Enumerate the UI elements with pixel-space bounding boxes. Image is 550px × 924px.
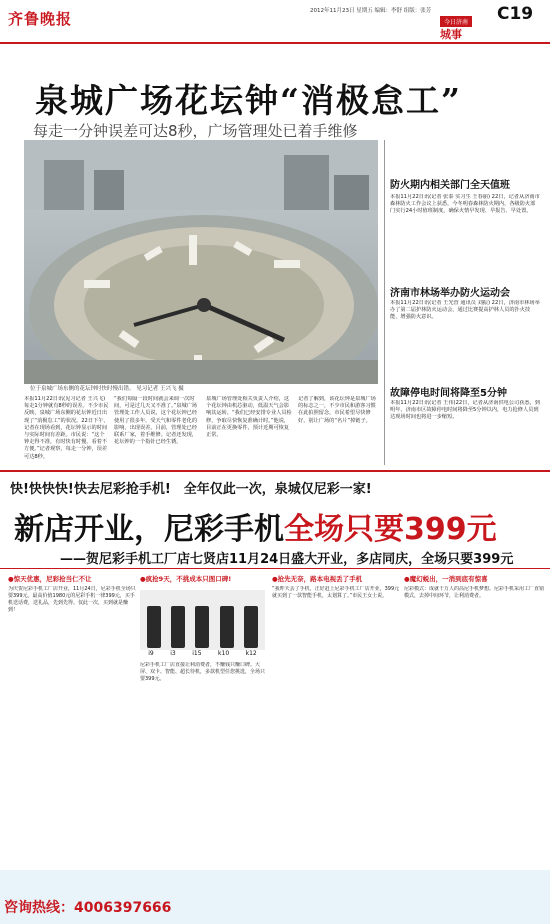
lead-subhead: 每走一分钟误差可达8秒，广场管理处已着手维修 <box>33 122 358 140</box>
ad-main-red: 全场只要399元 <box>284 512 497 547</box>
phone-image <box>244 606 258 648</box>
ad-col4-text: 尼彩模式：成就千万人的高尼手机梦想。尼彩手机采用工厂直销模式，去掉中间环节，让利消费者。 <box>404 586 544 599</box>
lead-column-3: 泉城广场管理处相关负责人介绍，这个花坛钟由机芯驱动，低温天气会影响其运转。“我们已经安排专业人员检修，争取尽快恢复准确计时。”他说，目前正在更换零件，预计近期可恢复正常。 <box>206 396 292 439</box>
brief-1-text: 本报11月22日讯(记者 张泰 实习生 王春丽) 22日，记者从济南市森林防火工作会议上获悉，今冬明春森林防火期内，各级防火部门实行24小时值班制度，确保火情早发现、早报告、早处置。 <box>390 194 540 215</box>
ad-phone-number: 咨询热线：4006397666 <box>4 900 172 916</box>
brief-3-title: 故障停电时间将降至5分钟 <box>390 388 507 399</box>
flower-clock-illustration <box>24 140 378 384</box>
brief-3-text: 本报11月22日讯(记者 王伟)22日，记者从济南供电公司获悉，到明年，济南市区故障停电时间将降至5分钟以内，电力抢修人员到达现场时间也将进一步缩短。 <box>390 400 540 421</box>
dateline: 2012年11月23日 星期五 编辑：李舒 组版：张芳 <box>310 8 432 14</box>
lead-column-1: 本报11月22日讯(见习记者 王兴飞) 每走1分钟就有8秒的误差。不少市民反映，泉城广场东侧的花坛钟近日出现了“消极怠工”的状况。22日下午，记者在现场看到，花坛钟显示的时间与实际时间有差距。市民说：“这个钟走得不准，有时快有时慢，看着不方便。”记者观察，每走一分钟，误差可达8秒。 <box>24 396 109 460</box>
phone-label: k10 <box>218 650 230 657</box>
column-divider <box>384 140 385 465</box>
brief-1-title: 防火期内相关部门全天值班 <box>390 180 510 191</box>
phone-image <box>195 606 209 648</box>
ad-top-rule <box>0 470 550 472</box>
ad-mid-rule <box>0 568 550 569</box>
phone-image <box>171 606 185 648</box>
lead-column-2: “我们每隔一段时间就会来调一次时间，可是过几天又不准了。”泉城广场管理处工作人员说，这个花坛钟已经使用了很多年，受天气和零件老化的影响，出现误差。目前，管理处已经联系厂家，着手维修。记者还发现，花坛钟的一个指针已经生锈。 <box>114 396 198 446</box>
photo-caption: 位于泉城广场东侧的花坛钟时快时慢出错。 见习记者 王兴飞 摄 <box>30 386 184 392</box>
ad-main-black: 新店开业，尼彩手机 <box>14 512 284 547</box>
phone-image <box>147 606 161 648</box>
ad-col4-head: ●魔幻蜕出，一消到底有惊喜 <box>404 575 488 583</box>
lead-headline: 泉城广场花坛钟“消极怠工” <box>35 81 462 120</box>
ad-col3-text: “我昨天丢了手机，正好赶上尼彩手机工厂店开业，399元就买到了一款智能手机，太划算了。”市民王女士说。 <box>272 586 400 599</box>
ad-col1-text: 为庆贺尼彩手机工厂店开业，11月24日，尼彩手机全场只要399元。最高价值1980元的尼彩手机一律399元，买手机送话费，送礼品，先到先得。仅此一次，买到就是赚到！ <box>8 586 136 613</box>
header-divider <box>0 42 550 44</box>
ad-col1-head: ●惊天优惠，尼彩抢当仁不让 <box>8 575 92 583</box>
phone-label: k12 <box>245 650 257 657</box>
ad-col2-head: ●疯抢9天，不挑成本只图口碑! <box>140 575 232 583</box>
ad-col3-head: ●抢先无奈，路本电视丢了手机 <box>272 575 363 583</box>
phone-image <box>220 606 234 648</box>
ad-sub-line: ——贺尼彩手机工厂店七贤店11月24日盛大开业，多店同庆，全场只要399元 <box>60 552 514 567</box>
phone-label: i9 <box>148 650 154 657</box>
clock-photo <box>24 140 378 384</box>
section-name: 城事 <box>440 28 462 41</box>
ad-top-line: 快!快快快!快去尼彩抢手机! 全年仅此一次，泉城仅尼彩一家! <box>10 482 372 497</box>
ad-main-headline <box>14 504 497 548</box>
page-number: C19 <box>497 4 534 24</box>
phone-model-labels <box>140 650 265 657</box>
phone-label: i15 <box>192 650 202 657</box>
lead-column-4: 记者了解到，该花坛钟是泉城广场的标志之一，不少市民和游客习惯在此拍照留念，市民希望尽快修好，别让广场的“名片”掉链子。 <box>298 396 376 424</box>
phone-lineup-image <box>140 590 265 650</box>
brief-2-text: 本报11月22日讯(记者 王光营 通讯员 刘振) 22日，济南市林场举办了第二届护林防火运动会，通过比赛提高护林人员的扑火技能，增强防火意识。 <box>390 300 540 321</box>
section-tag: 今日济南 <box>440 16 472 27</box>
ad-col2-text: 尼彩手机工厂店直接让利消费者，不赚钱只赚口碑。大屏、双卡、智能、超长待机，多款机型任您挑选，全场只要399元。 <box>140 662 266 682</box>
brief-2-title: 济南市林场举办防火运动会 <box>390 288 510 299</box>
phone-label: i3 <box>170 650 176 657</box>
newspaper-logo: 齐鲁晚报 <box>8 10 73 28</box>
